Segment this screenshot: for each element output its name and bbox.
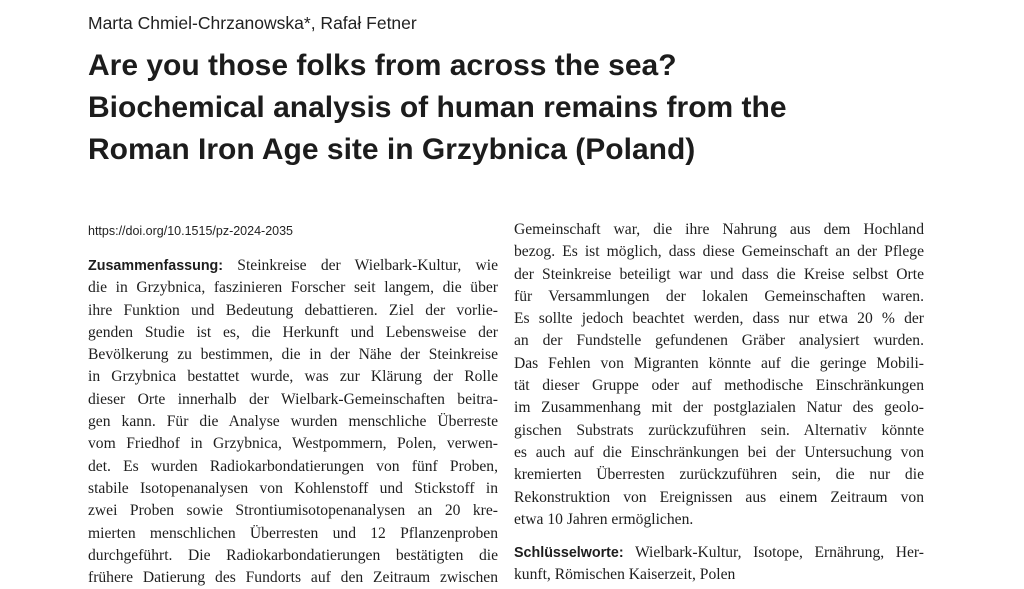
abstract-line: stabile Isotopenanalysen von Kohlenstoff und Stickstoff in	[88, 479, 498, 497]
abstract-line: es auch auf die Einschränkungen bei der Untersuchung von	[514, 443, 924, 461]
keywords-line	[514, 542, 924, 564]
abstract-line: Rekonstruktion von Ereignissen aus einem Zeitraum von	[514, 488, 924, 506]
keywords-text: Wielbark-Kultur, Isotope, Ernährung, Her-	[634, 544, 924, 562]
abstract-line: vom Friedhof in Grzybnica, Westpommern, Polen, verwen-	[88, 435, 498, 453]
abstract-line: im Zusammenhang mit der postglazialen Natur des geolo-	[514, 399, 924, 417]
abstract-line: gen kann. Für die Analyse wurden menschliche Überreste	[88, 413, 498, 431]
title-line: Roman Iron Age site in Grzybnica (Poland)	[88, 133, 696, 166]
abstract-line: in Grzybnica bestattet wurde, was zur Klärung der Rolle	[88, 368, 498, 386]
abstract-line: det. Es wurden Radiokarbondatierungen von fünf Proben,	[88, 457, 498, 475]
abstract-column	[88, 255, 498, 589]
authors: Marta Chmiel-Chrzanowska*, Rafał Fetner	[88, 13, 417, 33]
abstract-line: Gemeinschaft war, die ihre Nahrung aus dem Hochland	[514, 221, 924, 238]
keywords-label: Schlüsselworte:	[514, 545, 624, 562]
abstract-line	[88, 255, 498, 277]
abstract-line: kremierten Überresten zurückzuführen sein, die nur die	[514, 466, 924, 484]
abstract-text: Steinkreise der Wielbark-Kultur, wie	[237, 257, 498, 274]
abstract-line: dieser Orte innerhalb der Wielbark-Gemeinschaften beitra-	[88, 390, 498, 408]
abstract-line: der Steinkreise beteiligt war und dass die Kreise selbst Orte	[514, 265, 924, 283]
abstract-line: an der Fundstelle gefundenen Gräber analysiert wurden.	[514, 332, 924, 350]
abstract-line: durchgeführt. Die Radiokarbondatierungen bestätigten die	[88, 546, 498, 564]
abstract-line: Es sollte jedoch beachtet werden, dass nur etwa 20 % der	[514, 310, 924, 328]
abstract-line: ihre Funktion und Bedeutung debattieren. Ziel der vorlie-	[88, 301, 498, 319]
keywords-line: kunft, Römischen Kaiserzeit, Polen	[514, 566, 736, 584]
abstract-line: mierten menschlichen Überresten und 12 Pflanzenproben	[88, 524, 498, 542]
keywords	[514, 542, 924, 587]
abstract-line: Bevölkerung zu bestimmen, die in der Nähe der Steinkreise	[88, 346, 498, 364]
abstract-line: genden Studie ist es, die Herkunft und Lebensweise der	[88, 323, 498, 341]
abstract-line: gischen Substrats zurückzuführen sein. Alternativ könnte	[514, 421, 924, 439]
abstract-line: Das Fehlen von Migranten könnte auf die geringe Mobili-	[514, 354, 924, 372]
abstract-line: frühere Datierung des Fundorts auf den Zeitraum zwischen	[88, 569, 498, 587]
abstract-line: zwei Proben sowie Strontiumisotopenanalysen an 20 kre-	[88, 502, 498, 520]
abstract-line: etwa 10 Jahren ermöglichen.	[514, 510, 694, 528]
abstract-line: die in Grzybnica, faszinieren Forscher seit langem, die über	[88, 279, 498, 297]
article-title	[88, 45, 968, 171]
abstract-line: tät dieser Gruppe oder auf methodische Einschränkungen	[514, 377, 924, 395]
title-line: Biochemical analysis of human remains from the	[88, 91, 787, 124]
abstract-label: Zusammenfassung:	[88, 258, 224, 274]
abstract-line: bezog. Es ist möglich, dass diese Gemeinschaft an der Pflege	[514, 243, 924, 261]
abstract-continuation-column	[514, 219, 924, 587]
title-line: Are you those folks from across the sea?	[88, 49, 677, 82]
doi-link[interactable]: https://doi.org/10.1515/pz-2024-2035	[88, 224, 294, 238]
abstract-line: für Versammlungen der lokalen Gemeinschaften waren.	[514, 287, 924, 305]
